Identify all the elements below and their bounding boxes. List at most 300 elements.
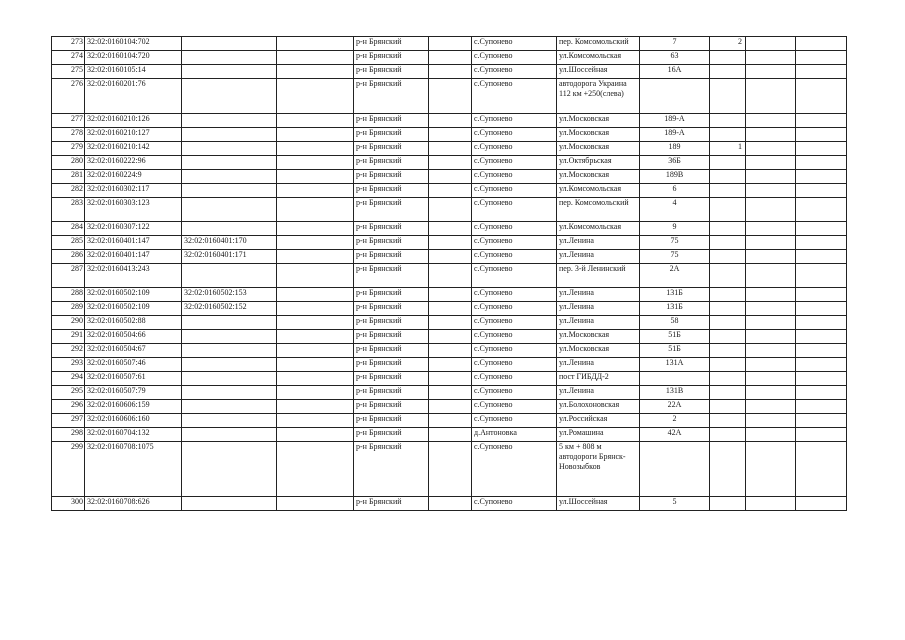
empty-cell [277, 170, 354, 184]
cadastral-number-cell: 32:02:0160210:142 [85, 142, 182, 156]
table-row [52, 442, 847, 497]
empty-cell [746, 344, 796, 358]
empty-cell [746, 222, 796, 236]
settlement-cell: с.Супонево [472, 372, 557, 386]
row-number-cell: 274 [52, 51, 85, 65]
count-cell [710, 222, 746, 236]
house-number-cell: 189 [640, 142, 710, 156]
settlement-cell: с.Супонево [472, 51, 557, 65]
cadastral-number-cell: 32:02:0160302:117 [85, 184, 182, 198]
cadastral-number-cell: 32:02:0160708:1075 [85, 442, 182, 497]
count-cell [710, 65, 746, 79]
empty-cell [277, 497, 354, 511]
empty-cell [796, 222, 847, 236]
street-cell: ул.Ромашина [557, 428, 640, 442]
count-cell [710, 184, 746, 198]
cadastral-number-2-cell [182, 400, 277, 414]
row-number-cell: 282 [52, 184, 85, 198]
house-number-cell [640, 79, 710, 114]
table-row [52, 288, 847, 302]
empty-cell [277, 344, 354, 358]
empty-cell [429, 386, 472, 400]
district-cell: р-н Брянский [354, 288, 429, 302]
cadastral-number-2-cell: 32:02:0160502:152 [182, 302, 277, 316]
district-cell: р-н Брянский [354, 114, 429, 128]
row-number-cell: 293 [52, 358, 85, 372]
empty-cell [796, 37, 847, 51]
empty-cell [796, 51, 847, 65]
cadastral-number-2-cell [182, 156, 277, 170]
empty-cell [429, 79, 472, 114]
house-number-cell [640, 442, 710, 497]
street-cell: ул.Ленина [557, 236, 640, 250]
row-number-cell: 284 [52, 222, 85, 236]
cadastral-number-2-cell [182, 330, 277, 344]
cadastral-number-2-cell [182, 497, 277, 511]
empty-cell [429, 156, 472, 170]
table-row [52, 497, 847, 511]
street-cell: ул.Московская [557, 142, 640, 156]
empty-cell [796, 316, 847, 330]
empty-cell [429, 114, 472, 128]
house-number-cell: 4 [640, 198, 710, 222]
empty-cell [277, 250, 354, 264]
empty-cell [746, 358, 796, 372]
empty-cell [796, 372, 847, 386]
cadastral-number-cell: 32:02:0160504:67 [85, 344, 182, 358]
district-cell: р-н Брянский [354, 198, 429, 222]
street-cell: ул.Шоссейная [557, 65, 640, 79]
empty-cell [429, 65, 472, 79]
district-cell: р-н Брянский [354, 236, 429, 250]
count-cell [710, 198, 746, 222]
house-number-cell: 36Б [640, 156, 710, 170]
count-cell: 2 [710, 37, 746, 51]
settlement-cell: с.Супонево [472, 170, 557, 184]
empty-cell [277, 302, 354, 316]
district-cell: р-н Брянский [354, 184, 429, 198]
row-number-cell: 299 [52, 442, 85, 497]
house-number-cell: 5 [640, 497, 710, 511]
house-number-cell: 189В [640, 170, 710, 184]
empty-cell [429, 330, 472, 344]
table-row [52, 236, 847, 250]
settlement-cell: с.Супонево [472, 37, 557, 51]
empty-cell [796, 288, 847, 302]
settlement-cell: с.Супонево [472, 222, 557, 236]
count-cell [710, 414, 746, 428]
street-cell: ул.Ленина [557, 288, 640, 302]
empty-cell [796, 358, 847, 372]
district-cell: р-н Брянский [354, 79, 429, 114]
table-row [52, 37, 847, 51]
count-cell: 1 [710, 142, 746, 156]
row-number-cell: 296 [52, 400, 85, 414]
count-cell [710, 302, 746, 316]
cadastral-number-2-cell [182, 170, 277, 184]
empty-cell [796, 114, 847, 128]
empty-cell [796, 170, 847, 184]
cadastral-number-cell: 32:02:0160210:126 [85, 114, 182, 128]
table-row [52, 79, 847, 114]
empty-cell [796, 386, 847, 400]
empty-cell [429, 51, 472, 65]
count-cell [710, 316, 746, 330]
settlement-cell: с.Супонево [472, 414, 557, 428]
empty-cell [277, 156, 354, 170]
row-number-cell: 300 [52, 497, 85, 511]
table-row [52, 65, 847, 79]
house-number-cell: 189-А [640, 128, 710, 142]
table-row [52, 198, 847, 222]
district-cell: р-н Брянский [354, 358, 429, 372]
empty-cell [796, 302, 847, 316]
empty-cell [796, 250, 847, 264]
street-cell: ул.Ленина [557, 358, 640, 372]
count-cell [710, 428, 746, 442]
table-row [52, 302, 847, 316]
cadastral-number-2-cell [182, 65, 277, 79]
house-number-cell: 131В [640, 386, 710, 400]
empty-cell [746, 65, 796, 79]
settlement-cell: с.Супонево [472, 142, 557, 156]
district-cell: р-н Брянский [354, 142, 429, 156]
table-row [52, 170, 847, 184]
table-row [52, 358, 847, 372]
cadastral-number-2-cell [182, 386, 277, 400]
empty-cell [277, 184, 354, 198]
row-number-cell: 297 [52, 414, 85, 428]
house-number-cell: 131А [640, 358, 710, 372]
settlement-cell: с.Супонево [472, 156, 557, 170]
empty-cell [746, 428, 796, 442]
empty-cell [746, 184, 796, 198]
settlement-cell: с.Супонево [472, 302, 557, 316]
table-row [52, 428, 847, 442]
cadastral-number-2-cell [182, 114, 277, 128]
empty-cell [277, 386, 354, 400]
settlement-cell: с.Супонево [472, 114, 557, 128]
cadastral-number-cell: 32:02:0160104:702 [85, 37, 182, 51]
row-number-cell: 273 [52, 37, 85, 51]
row-number-cell: 289 [52, 302, 85, 316]
cadastral-number-2-cell [182, 198, 277, 222]
street-cell: ул.Шоссейная [557, 497, 640, 511]
cadastral-number-2-cell [182, 128, 277, 142]
house-number-cell: 16А [640, 65, 710, 79]
row-number-cell: 276 [52, 79, 85, 114]
house-number-cell: 189-А [640, 114, 710, 128]
district-cell: р-н Брянский [354, 65, 429, 79]
empty-cell [746, 497, 796, 511]
settlement-cell: д.Антоновка [472, 428, 557, 442]
settlement-cell: с.Супонево [472, 236, 557, 250]
district-cell: р-н Брянский [354, 330, 429, 344]
empty-cell [429, 222, 472, 236]
empty-cell [746, 250, 796, 264]
empty-cell [277, 198, 354, 222]
empty-cell [429, 142, 472, 156]
house-number-cell: 42А [640, 428, 710, 442]
empty-cell [429, 264, 472, 288]
empty-cell [746, 236, 796, 250]
table-row [52, 316, 847, 330]
count-cell [710, 386, 746, 400]
address-register-table [51, 36, 847, 511]
empty-cell [277, 428, 354, 442]
empty-cell [429, 236, 472, 250]
empty-cell [429, 316, 472, 330]
empty-cell [429, 37, 472, 51]
cadastral-number-2-cell [182, 442, 277, 497]
empty-cell [429, 170, 472, 184]
street-cell: ул.Московская [557, 114, 640, 128]
district-cell: р-н Брянский [354, 170, 429, 184]
table-row [52, 128, 847, 142]
house-number-cell: 131Б [640, 302, 710, 316]
count-cell [710, 344, 746, 358]
empty-cell [429, 198, 472, 222]
empty-cell [429, 442, 472, 497]
street-cell: автодорога Украина 112 км +250(слева) [557, 79, 640, 114]
house-number-cell: 131Б [640, 288, 710, 302]
settlement-cell: с.Супонево [472, 250, 557, 264]
empty-cell [746, 264, 796, 288]
empty-cell [796, 497, 847, 511]
house-number-cell: 51Б [640, 344, 710, 358]
empty-cell [746, 114, 796, 128]
house-number-cell: 75 [640, 236, 710, 250]
street-cell: ул.Московская [557, 170, 640, 184]
district-cell: р-н Брянский [354, 264, 429, 288]
house-number-cell: 75 [640, 250, 710, 264]
cadastral-number-2-cell [182, 79, 277, 114]
empty-cell [746, 170, 796, 184]
count-cell [710, 442, 746, 497]
cadastral-number-2-cell [182, 316, 277, 330]
street-cell: ул.Октябрьская [557, 156, 640, 170]
street-cell: пер. Комсомольский [557, 37, 640, 51]
empty-cell [429, 184, 472, 198]
cadastral-number-cell: 32:02:0160606:160 [85, 414, 182, 428]
row-number-cell: 283 [52, 198, 85, 222]
empty-cell [746, 142, 796, 156]
count-cell [710, 128, 746, 142]
cadastral-number-2-cell [182, 222, 277, 236]
empty-cell [796, 442, 847, 497]
cadastral-number-cell: 32:02:0160507:79 [85, 386, 182, 400]
table-row [52, 372, 847, 386]
cadastral-number-2-cell [182, 428, 277, 442]
empty-cell [746, 156, 796, 170]
empty-cell [796, 128, 847, 142]
empty-cell [746, 288, 796, 302]
row-number-cell: 285 [52, 236, 85, 250]
table-row [52, 264, 847, 288]
empty-cell [277, 400, 354, 414]
settlement-cell: с.Супонево [472, 442, 557, 497]
cadastral-number-cell: 32:02:0160606:159 [85, 400, 182, 414]
empty-cell [277, 236, 354, 250]
settlement-cell: с.Супонево [472, 288, 557, 302]
count-cell [710, 400, 746, 414]
empty-cell [746, 198, 796, 222]
empty-cell [796, 156, 847, 170]
house-number-cell: 6 [640, 184, 710, 198]
district-cell: р-н Брянский [354, 128, 429, 142]
count-cell [710, 79, 746, 114]
house-number-cell: 51Б [640, 330, 710, 344]
empty-cell [429, 344, 472, 358]
empty-cell [796, 184, 847, 198]
row-number-cell: 290 [52, 316, 85, 330]
cadastral-number-cell: 32:02:0160307:122 [85, 222, 182, 236]
street-cell: ул.Болохоновская [557, 400, 640, 414]
cadastral-number-2-cell [182, 51, 277, 65]
cadastral-number-2-cell [182, 414, 277, 428]
empty-cell [746, 330, 796, 344]
count-cell [710, 497, 746, 511]
empty-cell [746, 442, 796, 497]
cadastral-number-cell: 32:02:0160303:123 [85, 198, 182, 222]
empty-cell [796, 400, 847, 414]
cadastral-number-cell: 32:02:0160401:147 [85, 250, 182, 264]
empty-cell [746, 79, 796, 114]
empty-cell [796, 330, 847, 344]
row-number-cell: 288 [52, 288, 85, 302]
count-cell [710, 114, 746, 128]
empty-cell [277, 330, 354, 344]
row-number-cell: 287 [52, 264, 85, 288]
row-number-cell: 292 [52, 344, 85, 358]
district-cell: р-н Брянский [354, 250, 429, 264]
settlement-cell: с.Супонево [472, 400, 557, 414]
street-cell: ул.Комсомольская [557, 222, 640, 236]
table-row [52, 400, 847, 414]
table-row [52, 250, 847, 264]
empty-cell [277, 288, 354, 302]
row-number-cell: 277 [52, 114, 85, 128]
table-row [52, 330, 847, 344]
cadastral-number-2-cell [182, 37, 277, 51]
table-row [52, 51, 847, 65]
street-cell: ул.Комсомольская [557, 51, 640, 65]
cadastral-number-2-cell [182, 358, 277, 372]
empty-cell [277, 79, 354, 114]
settlement-cell: с.Супонево [472, 128, 557, 142]
empty-cell [277, 142, 354, 156]
district-cell: р-н Брянский [354, 51, 429, 65]
cadastral-number-cell: 32:02:0160413:243 [85, 264, 182, 288]
cadastral-number-2-cell [182, 264, 277, 288]
count-cell [710, 358, 746, 372]
count-cell [710, 51, 746, 65]
district-cell: р-н Брянский [354, 414, 429, 428]
empty-cell [429, 358, 472, 372]
empty-cell [746, 316, 796, 330]
district-cell: р-н Брянский [354, 428, 429, 442]
empty-cell [796, 428, 847, 442]
settlement-cell: с.Супонево [472, 330, 557, 344]
row-number-cell: 275 [52, 65, 85, 79]
settlement-cell: с.Супонево [472, 344, 557, 358]
street-cell: ул.Комсомольская [557, 184, 640, 198]
street-cell: ул.Московская [557, 128, 640, 142]
district-cell: р-н Брянский [354, 497, 429, 511]
empty-cell [429, 288, 472, 302]
empty-cell [746, 400, 796, 414]
house-number-cell [640, 372, 710, 386]
empty-cell [277, 372, 354, 386]
empty-cell [429, 428, 472, 442]
row-number-cell: 286 [52, 250, 85, 264]
cadastral-number-cell: 32:02:0160502:109 [85, 288, 182, 302]
row-number-cell: 280 [52, 156, 85, 170]
row-number-cell: 281 [52, 170, 85, 184]
street-cell: ул.Московская [557, 330, 640, 344]
cadastral-number-cell: 32:02:0160708:626 [85, 497, 182, 511]
empty-cell [277, 114, 354, 128]
count-cell [710, 372, 746, 386]
house-number-cell: 7 [640, 37, 710, 51]
count-cell [710, 330, 746, 344]
empty-cell [796, 79, 847, 114]
cadastral-number-2-cell: 32:02:0160401:171 [182, 250, 277, 264]
cadastral-number-cell: 32:02:0160502:88 [85, 316, 182, 330]
table-row [52, 114, 847, 128]
house-number-cell: 2А [640, 264, 710, 288]
district-cell: р-н Брянский [354, 386, 429, 400]
cadastral-number-2-cell [182, 344, 277, 358]
settlement-cell: с.Супонево [472, 184, 557, 198]
document-page [51, 36, 847, 511]
empty-cell [277, 65, 354, 79]
table-row [52, 344, 847, 358]
cadastral-number-cell: 32:02:0160224:9 [85, 170, 182, 184]
row-number-cell: 298 [52, 428, 85, 442]
empty-cell [746, 37, 796, 51]
district-cell: р-н Брянский [354, 372, 429, 386]
row-number-cell: 278 [52, 128, 85, 142]
empty-cell [429, 372, 472, 386]
house-number-cell: 9 [640, 222, 710, 236]
cadastral-number-2-cell [182, 372, 277, 386]
empty-cell [277, 316, 354, 330]
cadastral-number-cell: 32:02:0160401:147 [85, 236, 182, 250]
district-cell: р-н Брянский [354, 37, 429, 51]
table-row [52, 156, 847, 170]
house-number-cell: 2 [640, 414, 710, 428]
district-cell: р-н Брянский [354, 302, 429, 316]
cadastral-number-cell: 32:02:0160210:127 [85, 128, 182, 142]
cadastral-number-cell: 32:02:0160104:720 [85, 51, 182, 65]
cadastral-number-2-cell: 32:02:0160401:170 [182, 236, 277, 250]
row-number-cell: 295 [52, 386, 85, 400]
district-cell: р-н Брянский [354, 222, 429, 236]
house-number-cell: 22А [640, 400, 710, 414]
empty-cell [277, 358, 354, 372]
house-number-cell: 58 [640, 316, 710, 330]
empty-cell [796, 142, 847, 156]
street-cell: ул.Ленина [557, 250, 640, 264]
street-cell: ул.Ленина [557, 316, 640, 330]
row-number-cell: 279 [52, 142, 85, 156]
cadastral-number-cell: 32:02:0160502:109 [85, 302, 182, 316]
count-cell [710, 264, 746, 288]
street-cell: пост ГИБДД-2 [557, 372, 640, 386]
settlement-cell: с.Супонево [472, 358, 557, 372]
cadastral-number-cell: 32:02:0160504:66 [85, 330, 182, 344]
